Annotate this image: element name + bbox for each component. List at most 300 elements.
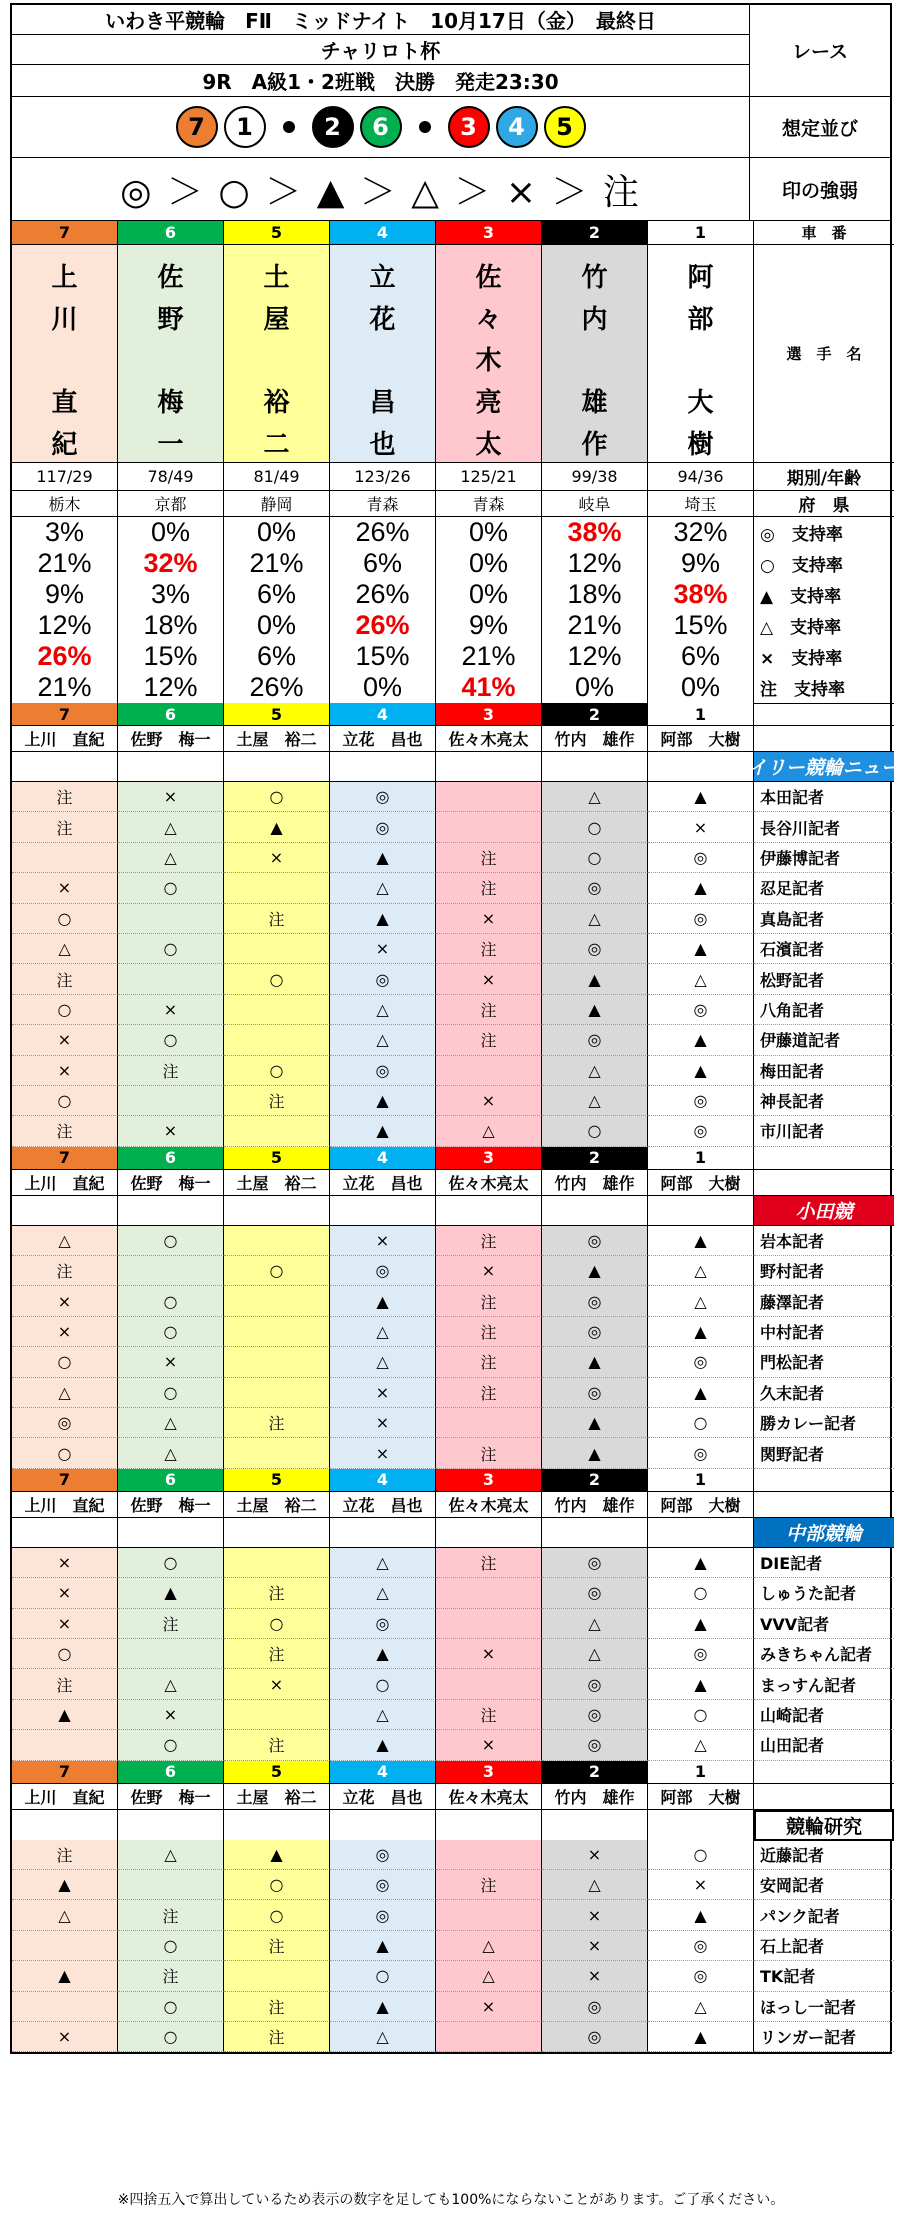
prediction-mark-cell: ◎ bbox=[542, 1548, 648, 1578]
support-rate-cell: 21% bbox=[436, 641, 542, 672]
prediction-mark-cell: ▲ bbox=[648, 1025, 754, 1055]
support-rate-cell: 38% bbox=[542, 517, 648, 548]
player-name-char: 屋 bbox=[263, 304, 290, 335]
blank-cell bbox=[436, 752, 542, 782]
prediction-mark-cell: ◎ bbox=[330, 782, 436, 812]
reporter-name: 伊藤博記者 bbox=[754, 843, 894, 873]
prediction-mark-cell: × bbox=[330, 1438, 436, 1468]
term-age-cell: 117/29 bbox=[12, 463, 118, 491]
prediction-mark-cell: △ bbox=[648, 1286, 754, 1316]
player-name-char: 川 bbox=[51, 304, 78, 335]
prediction-mark-cell: ○ bbox=[542, 812, 648, 842]
prediction-mark-cell: △ bbox=[542, 904, 648, 934]
grid-row bbox=[12, 517, 890, 548]
blank-cell bbox=[330, 1196, 436, 1226]
footnote: ※四捨五入で算出しているため表示の数字を足しても100%にならないことがあります。ご了承ください。 bbox=[117, 2192, 785, 2208]
reporter-name: リンガー記者 bbox=[754, 2022, 894, 2052]
grid-row bbox=[12, 1317, 890, 1347]
support-rate-cell: 32% bbox=[648, 517, 754, 548]
prediction-mark-cell: × bbox=[224, 1669, 330, 1699]
support-rate-cell: 38% bbox=[648, 579, 754, 610]
prediction-mark-cell: ○ bbox=[330, 1669, 436, 1699]
prediction-mark-cell: × bbox=[12, 1317, 118, 1347]
blank-cell bbox=[436, 1810, 542, 1841]
grid-row bbox=[12, 1784, 890, 1810]
prediction-mark-cell bbox=[224, 1025, 330, 1055]
prediction-mark-cell: ▲ bbox=[542, 1408, 648, 1438]
formation-separator bbox=[283, 121, 295, 133]
prediction-mark-cell: ◎ bbox=[330, 1256, 436, 1286]
car-number-cell: 6 bbox=[118, 1147, 224, 1170]
prediction-mark-cell: ○ bbox=[118, 1730, 224, 1760]
prediction-mark-cell: ▲ bbox=[542, 1347, 648, 1377]
reporter-name: 石上記者 bbox=[754, 1931, 894, 1961]
prediction-mark-cell: × bbox=[330, 934, 436, 964]
grid-row bbox=[12, 904, 890, 934]
grid-row bbox=[12, 752, 918, 782]
term-age-label: 期別/年齢 bbox=[754, 463, 894, 491]
prediction-mark-cell: × bbox=[118, 995, 224, 1025]
prediction-mark-cell: 注 bbox=[224, 1730, 330, 1760]
short-name-cell: 佐野 梅一 bbox=[118, 1492, 224, 1518]
player-name-char: 上 bbox=[51, 262, 78, 293]
prediction-mark-cell: × bbox=[436, 1639, 542, 1669]
prediction-mark-cell bbox=[224, 1347, 330, 1377]
player-name-char: 樹 bbox=[687, 430, 714, 461]
car-number-cell: 2 bbox=[542, 1761, 648, 1784]
prediction-mark-cell: △ bbox=[542, 1639, 648, 1669]
short-name-cell: 佐々木亮太 bbox=[436, 1170, 542, 1196]
blank-cell bbox=[118, 1196, 224, 1226]
prediction-mark-cell: ◎ bbox=[330, 1609, 436, 1639]
prediction-mark-cell: 注 bbox=[224, 1408, 330, 1438]
grid-row bbox=[12, 1840, 890, 1870]
grid-row bbox=[12, 221, 890, 245]
player-name-char: 裕 bbox=[263, 388, 290, 419]
prediction-mark-cell bbox=[436, 1900, 542, 1930]
prediction-mark-cell: ○ bbox=[118, 1992, 224, 2022]
header-right bbox=[750, 5, 890, 221]
prediction-mark-cell bbox=[118, 1256, 224, 1286]
prediction-mark-cell: × bbox=[118, 1347, 224, 1377]
player-name-char: 二 bbox=[263, 430, 290, 461]
support-rate-cell: 3% bbox=[12, 517, 118, 548]
prediction-mark-cell: ◎ bbox=[542, 1025, 648, 1055]
car-number-cell: 3 bbox=[436, 703, 542, 726]
prediction-mark-cell: × bbox=[436, 1992, 542, 2022]
player-name-char: 雄 bbox=[581, 388, 608, 419]
grid-row bbox=[12, 1669, 890, 1699]
support-rate-cell: 12% bbox=[118, 672, 224, 704]
prediction-mark-cell: ○ bbox=[12, 1438, 118, 1468]
grid-row bbox=[12, 1469, 890, 1492]
grid-row bbox=[12, 1931, 890, 1961]
grid-row bbox=[12, 1147, 890, 1170]
car-number-cell: 4 bbox=[330, 221, 436, 245]
car-number-cell: 1 bbox=[648, 1147, 754, 1170]
prediction-mark-cell: × bbox=[542, 1900, 648, 1930]
grid-row bbox=[12, 1761, 890, 1784]
grid-row bbox=[12, 1609, 890, 1639]
prediction-mark-cell: × bbox=[12, 1056, 118, 1086]
blank-cell bbox=[12, 752, 118, 782]
blank-cell bbox=[118, 752, 224, 782]
prefecture-label: 府 県 bbox=[754, 491, 894, 517]
short-name-cell: 上川 直紀 bbox=[12, 1784, 118, 1810]
prediction-mark-cell bbox=[224, 1226, 330, 1256]
prediction-mark-cell: 注 bbox=[224, 1086, 330, 1116]
blank-cell bbox=[12, 1810, 118, 1841]
prediction-mark-cell: ▲ bbox=[648, 782, 754, 812]
prediction-mark-cell: ◎ bbox=[542, 2022, 648, 2052]
prediction-mark-cell: ○ bbox=[648, 1840, 754, 1870]
prediction-mark-cell: ◎ bbox=[542, 1578, 648, 1608]
player-name-label: 選 手 名 bbox=[754, 245, 894, 463]
prediction-mark-cell: △ bbox=[118, 1438, 224, 1468]
reporter-name: 近藤記者 bbox=[754, 1840, 894, 1870]
reporter-name: 勝カレー記者 bbox=[754, 1408, 894, 1438]
prediction-mark-cell: ▲ bbox=[330, 1992, 436, 2022]
blank-cell bbox=[648, 1810, 754, 1841]
car-number-cell: 5 bbox=[224, 1761, 330, 1784]
support-rate-cell: 26% bbox=[224, 672, 330, 704]
newspaper-logo: 小田競 bbox=[754, 1196, 894, 1226]
car-number-cell: 7 bbox=[12, 1147, 118, 1170]
car-number-cell: 3 bbox=[436, 1469, 542, 1492]
reporter-name: ほっし一記者 bbox=[754, 1992, 894, 2022]
prediction-mark-cell bbox=[224, 873, 330, 903]
blank-cell bbox=[330, 1518, 436, 1548]
prediction-mark-cell: ▲ bbox=[118, 1578, 224, 1608]
prediction-mark-cell: 注 bbox=[224, 2022, 330, 2052]
car-number-label bbox=[754, 703, 894, 726]
prediction-mark-cell: ◎ bbox=[542, 1730, 648, 1760]
prediction-mark-cell: 注 bbox=[224, 1639, 330, 1669]
support-rate-cell: 15% bbox=[118, 641, 224, 672]
prediction-mark-cell: △ bbox=[542, 1870, 648, 1900]
player-name-char: 大 bbox=[687, 388, 714, 419]
formation-separator bbox=[419, 121, 431, 133]
prediction-mark-cell: × bbox=[118, 1700, 224, 1730]
car-number-cell: 6 bbox=[118, 221, 224, 245]
race-info: 9R A級1・2班戦 決勝 発走23:30 bbox=[12, 65, 749, 97]
prediction-mark-cell: 注 bbox=[436, 1548, 542, 1578]
reporter-name: DIE記者 bbox=[754, 1548, 894, 1578]
prediction-mark-cell: ○ bbox=[118, 1025, 224, 1055]
support-rate-cell: 0% bbox=[436, 548, 542, 579]
prediction-mark-cell: ▲ bbox=[542, 995, 648, 1025]
car-number-label bbox=[754, 1469, 894, 1492]
support-rate-cell: 26% bbox=[330, 517, 436, 548]
prediction-mark-cell: 注 bbox=[436, 1378, 542, 1408]
reporter-name: パンク記者 bbox=[754, 1900, 894, 1930]
support-rate-cell: 0% bbox=[436, 517, 542, 548]
formation-ball: 6 bbox=[360, 106, 402, 148]
prediction-mark-cell: ◎ bbox=[330, 1900, 436, 1930]
car-number-cell: 4 bbox=[330, 703, 436, 726]
reporter-name: しゅうた記者 bbox=[754, 1578, 894, 1608]
short-name-cell: 立花 昌也 bbox=[330, 1784, 436, 1810]
blank-cell bbox=[648, 1196, 754, 1226]
prediction-mark-cell: 注 bbox=[436, 1347, 542, 1377]
prediction-mark-cell bbox=[436, 812, 542, 842]
prediction-mark-cell: ▲ bbox=[648, 1548, 754, 1578]
formation-ball: 3 bbox=[448, 106, 490, 148]
prefecture-cell: 京都 bbox=[118, 491, 224, 517]
support-rate-cell: 12% bbox=[542, 641, 648, 672]
blank-cell bbox=[648, 1518, 754, 1548]
prediction-mark-cell: ◎ bbox=[542, 1317, 648, 1347]
prediction-mark-cell bbox=[436, 1840, 542, 1870]
prediction-mark-cell: ▲ bbox=[648, 873, 754, 903]
player-name-char: 作 bbox=[581, 430, 608, 461]
prediction-mark-cell: 注 bbox=[12, 782, 118, 812]
prediction-mark-cell: ◎ bbox=[542, 1700, 648, 1730]
blank-cell bbox=[542, 1196, 648, 1226]
prediction-mark-cell: △ bbox=[330, 2022, 436, 2052]
car-number-cell: 4 bbox=[330, 1761, 436, 1784]
header-left bbox=[12, 5, 750, 221]
car-number-cell: 2 bbox=[542, 703, 648, 726]
grid-row bbox=[12, 843, 890, 873]
support-rate-cell: 26% bbox=[12, 641, 118, 672]
prediction-mark-cell bbox=[436, 782, 542, 812]
support-rate-cell: 3% bbox=[118, 579, 224, 610]
prediction-mark-cell: 注 bbox=[12, 812, 118, 842]
prediction-mark-cell: × bbox=[224, 843, 330, 873]
grid-row bbox=[12, 995, 890, 1025]
short-name-cell: 竹内 雄作 bbox=[542, 1784, 648, 1810]
car-number-cell: 1 bbox=[648, 1761, 754, 1784]
support-rate-cell: 26% bbox=[330, 610, 436, 641]
reporter-name: 山田記者 bbox=[754, 1730, 894, 1760]
prediction-mark-cell: 注 bbox=[118, 1056, 224, 1086]
support-rate-cell: 0% bbox=[330, 672, 436, 704]
support-rate-cell: 0% bbox=[224, 610, 330, 641]
car-number-cell: 4 bbox=[330, 1147, 436, 1170]
prediction-mark-cell: ○ bbox=[224, 1870, 330, 1900]
prefecture-cell: 栃木 bbox=[12, 491, 118, 517]
prediction-mark-cell: ▲ bbox=[542, 1256, 648, 1286]
support-rate-cell: 32% bbox=[118, 548, 224, 579]
prediction-mark-cell: ◎ bbox=[542, 1669, 648, 1699]
prediction-mark-cell: × bbox=[118, 782, 224, 812]
prediction-mark-cell: ○ bbox=[118, 1226, 224, 1256]
grid-row bbox=[12, 726, 890, 752]
newspaper-logo: 競輪研究 bbox=[754, 1810, 894, 1841]
prediction-mark-cell bbox=[436, 1609, 542, 1639]
prefecture-cell: 青森 bbox=[330, 491, 436, 517]
prediction-mark-cell: ◎ bbox=[330, 1056, 436, 1086]
grid-row bbox=[12, 1961, 890, 1991]
grid-row bbox=[12, 1900, 890, 1930]
prediction-mark-cell: 注 bbox=[224, 1992, 330, 2022]
prediction-mark-cell: ▲ bbox=[648, 1226, 754, 1256]
prediction-mark-cell: ○ bbox=[12, 995, 118, 1025]
grid-row bbox=[12, 1286, 890, 1316]
grid-row bbox=[12, 1347, 890, 1377]
reporter-name: 山崎記者 bbox=[754, 1700, 894, 1730]
car-number-label bbox=[754, 1147, 894, 1170]
grid-row bbox=[12, 1408, 890, 1438]
player-name-char: 亮 bbox=[475, 388, 502, 419]
car-number-cell: 6 bbox=[118, 703, 224, 726]
grid-row bbox=[12, 1025, 890, 1055]
blank-cell bbox=[12, 1518, 118, 1548]
support-rate-cell: 26% bbox=[330, 579, 436, 610]
reporter-name: 門松記者 bbox=[754, 1347, 894, 1377]
grid-row bbox=[12, 463, 890, 491]
prediction-mark-cell: 注 bbox=[436, 1438, 542, 1468]
prediction-mark-cell: 注 bbox=[436, 1870, 542, 1900]
car-number-cell: 1 bbox=[648, 703, 754, 726]
player-name-char: 部 bbox=[687, 304, 714, 335]
prediction-mark-cell: ◎ bbox=[648, 1116, 754, 1146]
support-rate-cell: 0% bbox=[224, 517, 330, 548]
prediction-mark-cell: × bbox=[12, 1578, 118, 1608]
formation-ball: 4 bbox=[496, 106, 538, 148]
reporter-name: 藤澤記者 bbox=[754, 1286, 894, 1316]
prediction-mark-cell: △ bbox=[12, 1226, 118, 1256]
race-label: レース bbox=[750, 5, 890, 97]
blank-cell bbox=[436, 1518, 542, 1548]
prediction-mark-cell: ◎ bbox=[648, 1931, 754, 1961]
prediction-mark-cell bbox=[224, 995, 330, 1025]
support-rate-cell: 6% bbox=[330, 548, 436, 579]
marks-order: ◎ ＞ ○ ＞ ▲ ＞ △ ＞ × ＞ 注 bbox=[12, 158, 749, 221]
prediction-mark-cell bbox=[224, 1548, 330, 1578]
prediction-mark-cell: ▲ bbox=[12, 1700, 118, 1730]
grid-row bbox=[12, 548, 890, 579]
prediction-mark-cell: △ bbox=[330, 1578, 436, 1608]
prediction-mark-cell: ○ bbox=[12, 1347, 118, 1377]
prediction-mark-cell: △ bbox=[330, 1548, 436, 1578]
prediction-mark-cell: 注 bbox=[12, 964, 118, 994]
reporter-name: VVV記者 bbox=[754, 1609, 894, 1639]
player-name-char: 土 bbox=[263, 262, 290, 293]
prediction-mark-cell: △ bbox=[118, 843, 224, 873]
prediction-mark-cell: △ bbox=[542, 1609, 648, 1639]
prediction-mark-cell: × bbox=[542, 1931, 648, 1961]
prediction-mark-cell: ▲ bbox=[330, 1639, 436, 1669]
reporter-name: 中村記者 bbox=[754, 1317, 894, 1347]
prediction-mark-cell: × bbox=[118, 1116, 224, 1146]
prediction-mark-cell: ○ bbox=[118, 1317, 224, 1347]
prediction-mark-cell: × bbox=[330, 1378, 436, 1408]
short-name-spacer bbox=[754, 1492, 894, 1518]
short-name-cell: 立花 昌也 bbox=[330, 1492, 436, 1518]
prediction-mark-cell bbox=[436, 1578, 542, 1608]
prediction-mark-cell: 注 bbox=[224, 1578, 330, 1608]
short-name-cell: 上川 直紀 bbox=[12, 1492, 118, 1518]
prediction-mark-cell: ▲ bbox=[648, 934, 754, 964]
prediction-mark-cell: × bbox=[436, 1256, 542, 1286]
formation-ball: 7 bbox=[176, 106, 218, 148]
prediction-mark-cell: × bbox=[436, 1730, 542, 1760]
grid-row bbox=[12, 1639, 890, 1669]
formation-ball: 2 bbox=[312, 106, 354, 148]
prediction-mark-cell: 注 bbox=[436, 1286, 542, 1316]
prediction-mark-cell: △ bbox=[12, 1900, 118, 1930]
support-rate-cell: 9% bbox=[648, 548, 754, 579]
prediction-mark-cell: △ bbox=[542, 782, 648, 812]
prediction-mark-cell: 注 bbox=[12, 1669, 118, 1699]
grid-row bbox=[12, 1810, 890, 1840]
grid-row bbox=[12, 1548, 890, 1578]
header-block bbox=[12, 5, 890, 221]
short-name-cell: 佐々木亮太 bbox=[436, 726, 542, 752]
blank-cell bbox=[12, 1196, 118, 1226]
support-rate-label: △ 支持率 bbox=[760, 618, 842, 638]
short-name-cell: 阿部 大樹 bbox=[648, 726, 754, 752]
prediction-mark-cell: ◎ bbox=[648, 1961, 754, 1991]
grid-row bbox=[12, 1518, 890, 1548]
prediction-mark-cell: ○ bbox=[648, 1700, 754, 1730]
short-name-cell: 上川 直紀 bbox=[12, 1170, 118, 1196]
prediction-mark-cell: ▲ bbox=[648, 1056, 754, 1086]
prediction-mark-cell: △ bbox=[542, 1086, 648, 1116]
prediction-mark-cell: ◎ bbox=[330, 964, 436, 994]
prediction-mark-cell: ○ bbox=[118, 1931, 224, 1961]
prediction-mark-cell: 注 bbox=[118, 1900, 224, 1930]
car-number-cell: 6 bbox=[118, 1761, 224, 1784]
support-rate-cell: 21% bbox=[542, 610, 648, 641]
player-name-char: 昌 bbox=[369, 388, 396, 419]
prediction-mark-cell bbox=[118, 1086, 224, 1116]
race-sheet bbox=[10, 3, 918, 2054]
prediction-mark-cell: 注 bbox=[436, 934, 542, 964]
reporter-name: 関野記者 bbox=[754, 1438, 894, 1468]
blank-cell bbox=[118, 1518, 224, 1548]
prediction-mark-cell: ◎ bbox=[12, 1408, 118, 1438]
prediction-mark-cell: × bbox=[436, 964, 542, 994]
reporter-name: 松野記者 bbox=[754, 964, 894, 994]
prediction-mark-cell: × bbox=[12, 1286, 118, 1316]
player-name-char: 一 bbox=[157, 430, 184, 461]
marks-label: 印の強弱 bbox=[750, 158, 890, 221]
blank-cell bbox=[542, 1518, 648, 1548]
grid-row bbox=[12, 1870, 890, 1900]
prediction-mark-cell: △ bbox=[648, 1730, 754, 1760]
prediction-mark-cell bbox=[224, 1317, 330, 1347]
player-name-char: 立 bbox=[369, 262, 396, 293]
support-rate-label: × 支持率 bbox=[760, 649, 843, 669]
grid-row bbox=[12, 2022, 890, 2052]
prediction-mark-cell: ▲ bbox=[648, 1669, 754, 1699]
support-rate-cell: 6% bbox=[224, 579, 330, 610]
player-name-char: 竹 bbox=[581, 262, 608, 293]
prediction-mark-cell: × bbox=[648, 812, 754, 842]
car-number-cell: 7 bbox=[12, 1761, 118, 1784]
prediction-mark-cell: ◎ bbox=[542, 1226, 648, 1256]
support-rate-label: 注 支持率 bbox=[754, 672, 894, 704]
prediction-mark-cell bbox=[12, 1992, 118, 2022]
prediction-mark-cell: × bbox=[330, 1226, 436, 1256]
prediction-mark-cell bbox=[436, 1408, 542, 1438]
prediction-mark-cell bbox=[436, 2022, 542, 2052]
prediction-mark-cell: × bbox=[12, 2022, 118, 2052]
prediction-mark-cell: ▲ bbox=[648, 2022, 754, 2052]
blank-cell bbox=[224, 1518, 330, 1548]
car-number-cell: 3 bbox=[436, 1147, 542, 1170]
support-rate-cell: 18% bbox=[542, 579, 648, 610]
prediction-mark-cell: ▲ bbox=[648, 1900, 754, 1930]
prediction-mark-cell: 注 bbox=[118, 1961, 224, 1991]
prediction-mark-cell: △ bbox=[436, 1116, 542, 1146]
support-rate-cell: 9% bbox=[12, 579, 118, 610]
short-name-cell: 土屋 裕二 bbox=[224, 1492, 330, 1518]
prediction-mark-cell: ◎ bbox=[648, 1639, 754, 1669]
